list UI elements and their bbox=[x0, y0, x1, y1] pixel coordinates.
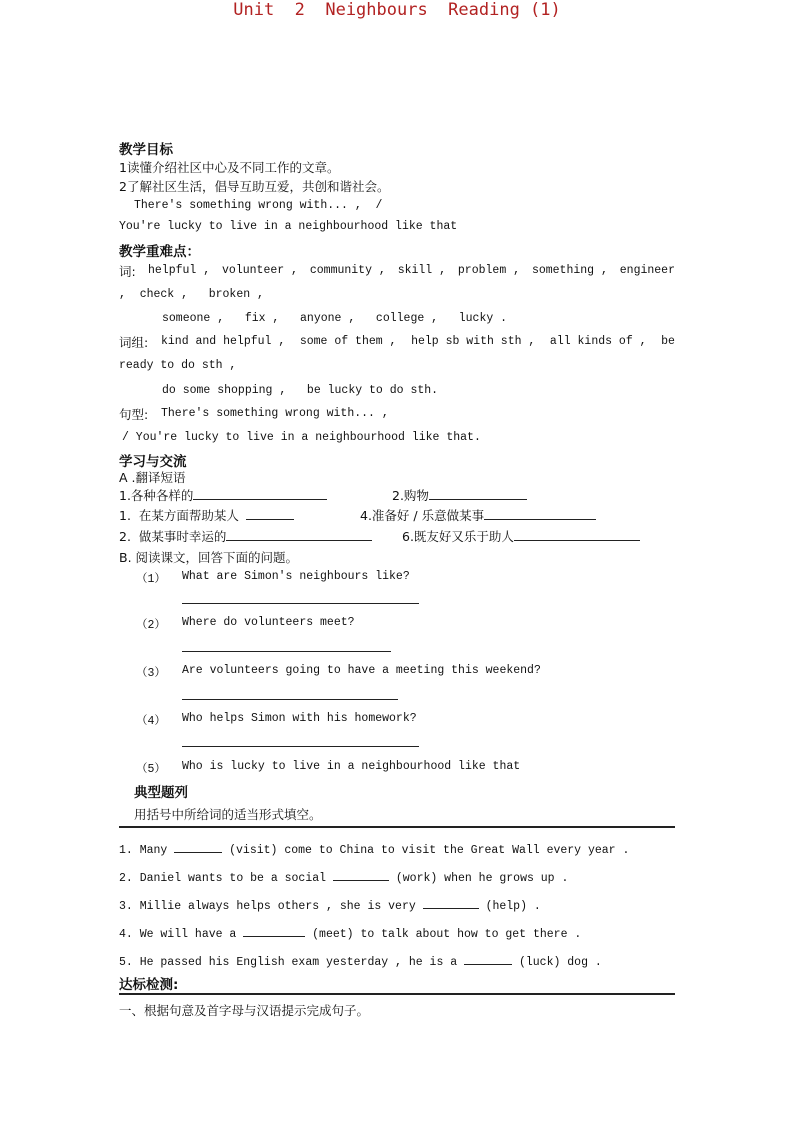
words-line: someone , fix , anyone , college , lucky . bbox=[162, 312, 508, 325]
answer-line[interactable] bbox=[182, 699, 398, 700]
exercise-item: 2. Daniel wants to be a social (work) when he grows up . bbox=[119, 868, 568, 885]
sentence-line: / You're lucky to live in a neighbourhood like that. bbox=[122, 431, 481, 444]
exercise-item: 1. Many (visit) come to China to visit the Great Wall every year . bbox=[119, 840, 629, 857]
words-line: , check , broken , bbox=[119, 288, 264, 301]
word-item: volunteer , bbox=[222, 264, 298, 277]
answer-blank[interactable] bbox=[464, 952, 512, 965]
examples-heading: 典型题列 bbox=[134, 785, 188, 801]
exercise-item: 4. We will have a (meet) to talk about how to get there . bbox=[119, 924, 581, 941]
question-text: Who helps Simon with his homework? bbox=[182, 712, 417, 725]
phrase-item: some of them , bbox=[299, 335, 397, 348]
answer-blank[interactable] bbox=[193, 487, 327, 500]
word-item: something , bbox=[531, 264, 608, 277]
objectives-heading: 教学目标 bbox=[119, 142, 173, 158]
answer-blank[interactable] bbox=[429, 487, 527, 500]
word-item: skill , bbox=[397, 264, 446, 277]
key-points-heading: 教学重难点： bbox=[119, 244, 200, 260]
objective-phrase: You're lucky to live in a neighbourhood like that bbox=[119, 220, 458, 233]
test-instruction: 一、根据句意及首字母与汉语提示完成句子。 bbox=[119, 1003, 370, 1018]
objective-item: 2了解社区生活，倡导互助互爱，共创和谐社会。 bbox=[119, 179, 390, 194]
answer-blank[interactable] bbox=[423, 896, 479, 909]
sentence-label: 句型: bbox=[119, 407, 149, 422]
answer-blank[interactable] bbox=[226, 528, 372, 541]
question-text: What are Simon's neighbours like? bbox=[182, 570, 410, 583]
question-text: Where do volunteers meet? bbox=[182, 616, 355, 629]
question-number: （4） bbox=[136, 715, 166, 728]
translate-item: 2. 做某事时幸运的 bbox=[119, 527, 372, 545]
word-item: engineer bbox=[619, 264, 675, 277]
word-item: helpful , bbox=[148, 264, 211, 277]
question-number: （5） bbox=[136, 763, 166, 776]
test-heading: 达标检测: bbox=[119, 977, 179, 993]
divider bbox=[119, 826, 675, 828]
page-title: Unit 2 Neighbours Reading (1) bbox=[233, 0, 561, 20]
question-number: （1） bbox=[136, 573, 166, 586]
question-text: Who is lucky to live in a neighbourhood like that bbox=[182, 760, 521, 773]
translate-item: 1.各种各样的 bbox=[119, 486, 327, 504]
objective-phrase: There's something wrong with... , / bbox=[134, 199, 383, 212]
answer-blank[interactable] bbox=[333, 868, 389, 881]
translate-item: 4.准备好 / 乐意做某事 bbox=[360, 506, 596, 524]
exercise-item: 5. He passed his English exam yesterday , he is a (luck) dog . bbox=[119, 952, 602, 969]
answer-blank[interactable] bbox=[174, 840, 222, 853]
word-item: problem , bbox=[457, 264, 521, 277]
translate-item: 6.既友好又乐于助人 bbox=[402, 527, 640, 545]
question-number: （2） bbox=[136, 619, 166, 632]
phrases-label: 词组: bbox=[119, 335, 149, 350]
examples-instruction: 用括号中所给词的适当形式填空。 bbox=[134, 807, 322, 822]
question-text: Are volunteers going to have a meeting this weekend? bbox=[182, 664, 541, 677]
objective-item: 1读懂介绍社区中心及不同工作的文章。 bbox=[119, 160, 340, 175]
words-list bbox=[148, 264, 675, 277]
phrase-item: all kinds of , bbox=[549, 335, 647, 348]
part-b-heading: B. 阅读课文，回答下面的问题。 bbox=[119, 550, 299, 565]
phrase-item: help sb with sth , bbox=[411, 335, 536, 348]
answer-blank[interactable] bbox=[243, 924, 305, 937]
answer-blank[interactable] bbox=[246, 507, 294, 520]
translate-item: 2.购物 bbox=[392, 486, 527, 504]
word-item: community , bbox=[309, 264, 386, 277]
words-label: 词: bbox=[119, 264, 136, 279]
answer-line[interactable] bbox=[182, 603, 419, 604]
phrases-line: do some shopping , be lucky to do sth. bbox=[162, 384, 439, 397]
answer-line[interactable] bbox=[182, 651, 391, 652]
question-number: （3） bbox=[136, 667, 166, 680]
answer-blank[interactable] bbox=[484, 507, 596, 520]
phrases-line: ready to do sth , bbox=[119, 359, 237, 372]
phrase-item: kind and helpful , bbox=[161, 335, 286, 348]
translate-item: 1. 在某方面帮助某人 bbox=[119, 506, 294, 524]
answer-blank[interactable] bbox=[514, 528, 640, 541]
part-a-heading: A .翻译短语 bbox=[119, 470, 186, 485]
phrases-list bbox=[161, 335, 675, 348]
divider bbox=[119, 993, 675, 995]
answer-line[interactable] bbox=[182, 746, 419, 747]
phrase-item: be bbox=[661, 335, 675, 348]
exercise-item: 3. Millie always helps others , she is very (help) . bbox=[119, 896, 541, 913]
sentence-line: There's something wrong with... , bbox=[161, 407, 389, 420]
study-heading: 学习与交流 bbox=[119, 454, 187, 470]
